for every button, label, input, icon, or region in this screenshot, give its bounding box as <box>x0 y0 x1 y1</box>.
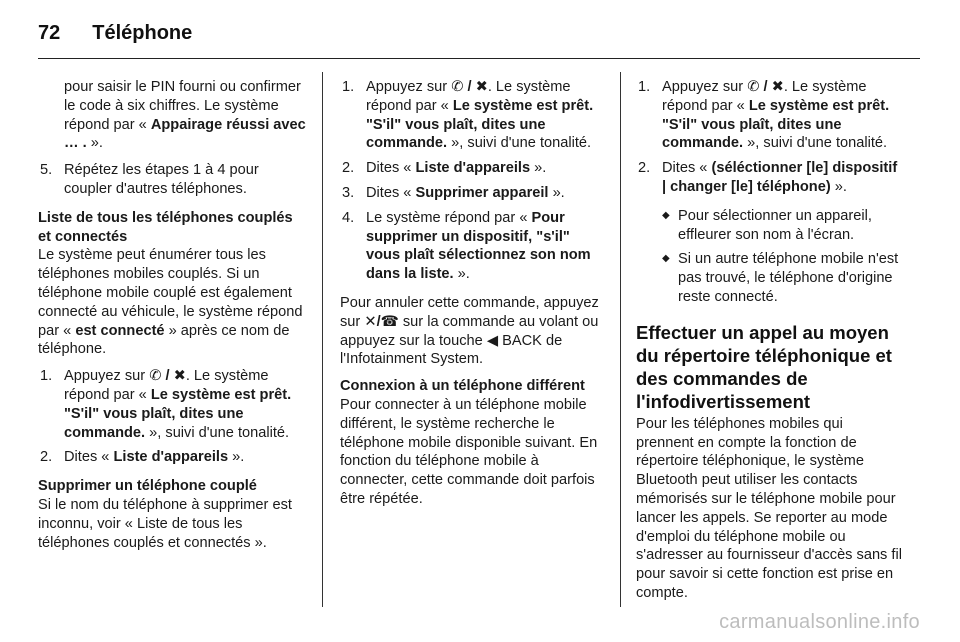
list-item: 2. Dites « (séléctionner [le] dispositif | changer [le] téléphone) ». <box>638 160 898 195</box>
back-arrow-icon: ◀ <box>486 332 499 349</box>
phone-voice-icon: ✆ / ✖ <box>747 79 784 95</box>
section-heading: Connexion à un téléphone différent <box>340 378 585 395</box>
list-item: 4. Le système répond par « Pour supprimer un dispositif, "s'il" vous plaît sélectionnez son nom dans la liste. ». <box>342 209 591 283</box>
column-divider-2 <box>620 72 621 607</box>
page-title: Téléphone <box>92 21 193 44</box>
major-heading: Effectuer un appel au moyen du répertoire téléphonique et des commandes de l'infodivertissement <box>636 321 892 412</box>
page-header <box>38 18 192 48</box>
diamond-bullet-icon: ◆ <box>662 253 670 265</box>
column-2 <box>340 78 605 517</box>
list-item: 1. Appuyez sur ✆ / ✖. Le système répond par « Le système est prêt. "S'il" vous plaît, dites une commande. », suivi d'une tonalité. <box>40 368 292 441</box>
section-text: Le système peut énumérer tous les téléphones mobiles couplés. Si un téléphone mobile couplé est également connecté au véhicule, le système répond par « est connecté » après ce nom de téléphone. <box>38 247 303 358</box>
list-item: 2. Dites « Liste d'appareils ». <box>342 160 547 177</box>
list-item: 1. Appuyez sur ✆ / ✖. Le système répond par « Le système est prêt. "S'il" vous plaît, dites une commande. », suivi d'une tonalité. <box>342 79 594 152</box>
column-divider-1 <box>322 72 323 607</box>
section-text: Pour connecter à un téléphone mobile différent, le système recherche le téléphone mobile disponible suivant. En fonction du téléphone mobile à connecter, cette commande doit parfois être répétée. <box>340 396 598 507</box>
step-list <box>340 78 605 284</box>
step-list <box>38 161 308 199</box>
step-list <box>636 78 904 197</box>
phone-voice-icon: ✆ / ✖ <box>149 368 186 385</box>
watermark: carmanualsonline.info <box>719 611 920 633</box>
column-3 <box>636 78 904 611</box>
list-item: 1. Appuyez sur ✆ / ✖. Le système répond par « Le système est prêt. "S'il" vous plaît, dites une commande. », suivi d'une tonalité. <box>638 79 890 152</box>
list-item: ◆ Pour sélectionner un appareil, effleurer son nom à l'écran. <box>662 207 872 243</box>
column-1 <box>38 78 308 560</box>
list-item: 2. Dites « Liste d'appareils ». <box>40 449 245 466</box>
page-number: 72 <box>38 21 61 44</box>
diamond-bullet-icon: ◆ <box>662 209 670 221</box>
step-list <box>38 367 308 467</box>
section-heading: Liste de tous les téléphones couplés et connectés <box>38 209 293 245</box>
section-text: Si le nom du téléphone à supprimer est inconnu, voir « Liste de tous les téléphones couplés et connectés ». <box>38 496 292 551</box>
section-text: Pour les téléphones mobiles qui prennent en compte la fonction de répertoire téléphonique, le système Bluetooth peut utiliser les contacts mémorisés sur le téléphone mobile pour lancer les appels. Se reporter au mode d'emploi du téléphone mobile ou s'adresser au fournisseur d'accès sans fil pour savoir si cette fonction est prise en compte. <box>636 415 902 601</box>
section-heading: Supprimer un téléphone couplé <box>38 478 257 495</box>
list-item: 5. Répétez les étapes 1 à 4 pour coupler d'autres téléphones. <box>40 162 259 197</box>
header-divider <box>38 58 920 59</box>
cancel-paragraph: Pour annuler cette commande, appuyez sur ✕/☎ sur la commande au volant ou appuyez sur la touche ◀ BACK de l'Infotainment System. <box>340 294 599 368</box>
phone-voice-icon: ✆ / ✖ <box>451 79 488 95</box>
continued-paragraph: pour saisir le PIN fourni ou confirmer le code à six chiffres. Le système répond par « Appairage réussi avec … . ». <box>64 79 306 152</box>
bullet-list <box>662 207 904 307</box>
list-item: 3. Dites « Supprimer appareil ». <box>342 184 565 201</box>
hangup-icon: ✕/☎ <box>364 313 399 330</box>
list-item: ◆ Si un autre téléphone mobile n'est pas trouvé, le téléphone d'origine reste connecté. <box>662 251 899 305</box>
